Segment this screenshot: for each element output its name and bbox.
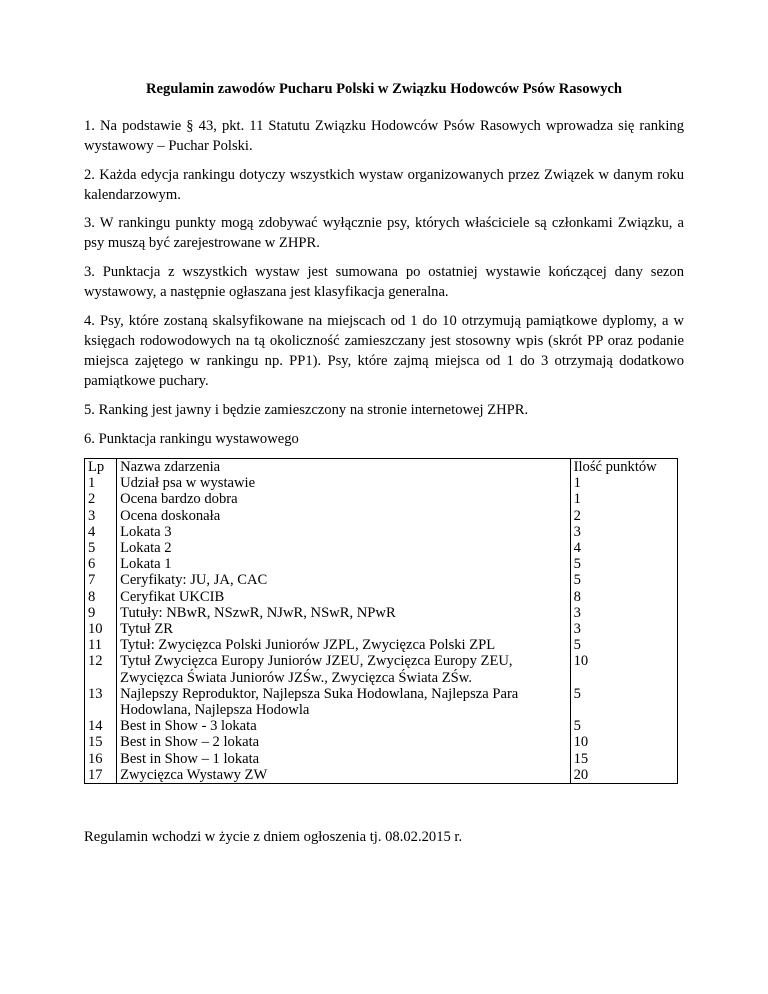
- table-row: [85, 475, 678, 491]
- header-points: Ilość punktów: [570, 459, 677, 476]
- cell-points: 10: [570, 734, 677, 750]
- cell-lp: 3: [85, 508, 117, 524]
- cell-name: Tytuł: Zwycięzca Polski Juniorów JZPL, Zwycięzca Polski ZPL: [117, 637, 571, 653]
- cell-points: 10: [570, 653, 677, 685]
- cell-name: Ocena bardzo dobra: [117, 491, 571, 507]
- cell-name: Udział psa w wystawie: [117, 475, 571, 491]
- cell-points: 5: [570, 572, 677, 588]
- cell-lp: 15: [85, 734, 117, 750]
- cell-lp: 2: [85, 491, 117, 507]
- cell-points: 2: [570, 508, 677, 524]
- table-row: [85, 653, 678, 685]
- cell-name: Lokata 3: [117, 524, 571, 540]
- paragraph-1: 1. Na podstawie § 43, pkt. 11 Statutu Związku Hodowców Psów Rasowych wprowadza się ranking wystawowy – Puchar Polski.: [84, 118, 684, 154]
- table-row: [85, 524, 678, 540]
- table-row: [85, 718, 678, 734]
- table-body: [85, 475, 678, 783]
- cell-lp: 9: [85, 605, 117, 621]
- paragraph-2: 2. Każda edycja rankingu dotyczy wszystkich wystaw organizowanych przez Związek w danym roku kalendarzowym.: [84, 167, 684, 203]
- paragraph-4: 3. Punktacja z wszystkich wystaw jest sumowana po ostatniej wystawie kończącej dany sezon wystawowy, a następnie ogłaszana jest klasyfikacja generalna.: [84, 264, 684, 300]
- cell-lp: 16: [85, 751, 117, 767]
- closing-statement: Regulamin wchodzi w życie z dniem ogłoszenia tj. 08.02.2015 r.: [84, 829, 463, 845]
- table-header-row: [85, 459, 678, 476]
- table-row: [85, 556, 678, 572]
- table-row: [85, 540, 678, 556]
- cell-lp: 7: [85, 572, 117, 588]
- cell-lp: 5: [85, 540, 117, 556]
- cell-points: 3: [570, 524, 677, 540]
- cell-name: Zwycięzca Wystawy ZW: [117, 767, 571, 784]
- table-row: [85, 605, 678, 621]
- cell-points: 3: [570, 605, 677, 621]
- table-row: [85, 637, 678, 653]
- table-row: [85, 508, 678, 524]
- table-row: [85, 491, 678, 507]
- table-row: [85, 751, 678, 767]
- table-row: [85, 767, 678, 784]
- cell-lp: 11: [85, 637, 117, 653]
- table-row: [85, 621, 678, 637]
- table-row: [85, 589, 678, 605]
- cell-lp: 14: [85, 718, 117, 734]
- cell-points: 4: [570, 540, 677, 556]
- header-lp: Lp: [85, 459, 117, 476]
- cell-points: 5: [570, 686, 677, 718]
- cell-lp: 17: [85, 767, 117, 784]
- cell-points: 1: [570, 491, 677, 507]
- cell-points: 8: [570, 589, 677, 605]
- document-title: Regulamin zawodów Pucharu Polski w Związku Hodowców Psów Rasowych: [146, 81, 622, 97]
- cell-lp: 8: [85, 589, 117, 605]
- table-row: [85, 572, 678, 588]
- cell-name: Best in Show - 3 lokata: [117, 718, 571, 734]
- cell-name: Best in Show – 1 lokata: [117, 751, 571, 767]
- cell-points: 3: [570, 621, 677, 637]
- paragraph-7: 6. Punktacja rankingu wystawowego: [84, 431, 299, 447]
- paragraph-6: 5. Ranking jest jawny i będzie zamieszczony na stronie internetowej ZHPR.: [84, 402, 529, 418]
- cell-name: Ocena doskonała: [117, 508, 571, 524]
- cell-lp: 13: [85, 686, 117, 718]
- cell-lp: 4: [85, 524, 117, 540]
- points-table: [84, 458, 678, 784]
- cell-name: Lokata 1: [117, 556, 571, 572]
- cell-name: Tutuły: NBwR, NSzwR, NJwR, NSwR, NPwR: [117, 605, 571, 621]
- cell-lp: 12: [85, 653, 117, 685]
- cell-points: 5: [570, 637, 677, 653]
- cell-name: Best in Show – 2 lokata: [117, 734, 571, 750]
- cell-points: 1: [570, 475, 677, 491]
- cell-points: 5: [570, 556, 677, 572]
- cell-name: Najlepszy Reproduktor, Najlepsza Suka Hodowlana, Najlepsza Para Hodowlana, Najlepsza Hodowla: [117, 686, 571, 718]
- cell-lp: 6: [85, 556, 117, 572]
- table-row: [85, 734, 678, 750]
- cell-points: 5: [570, 718, 677, 734]
- paragraph-5: 4. Psy, które zostaną skalsyfikowane na miejscach od 1 do 10 otrzymują pamiątkowe dyplomy, a w księgach rodowodowych na tą okoliczność zamieszczany jest stosowny wpis (skrót PP oraz podanie miejsca zajętego w rankingu np. PP1). Psy, które zajmą miejsca od 1 do 3 otrzymają dodatkowo pamiątkowe puchary.: [84, 313, 684, 389]
- cell-name: Ceryfikaty: JU, JA, CAC: [117, 572, 571, 588]
- cell-name: Lokata 2: [117, 540, 571, 556]
- paragraph-3: 3. W rankingu punkty mogą zdobywać wyłącznie psy, których właściciele są członkami Związku, a psy muszą być zarejestrowane w ZHPR.: [84, 215, 684, 251]
- cell-name: Tytuł Zwycięzca Europy Juniorów JZEU, Zwycięzca Europy ZEU, Zwycięzca Świata Juniorów JZŚw., Zwycięzca Świata ZŚw.: [117, 653, 571, 685]
- table-row: [85, 686, 678, 718]
- cell-points: 15: [570, 751, 677, 767]
- cell-name: Ceryfikat UKCIB: [117, 589, 571, 605]
- cell-lp: 1: [85, 475, 117, 491]
- cell-lp: 10: [85, 621, 117, 637]
- header-event-name: Nazwa zdarzenia: [117, 459, 571, 476]
- cell-name: Tytuł ZR: [117, 621, 571, 637]
- cell-points: 20: [570, 767, 677, 784]
